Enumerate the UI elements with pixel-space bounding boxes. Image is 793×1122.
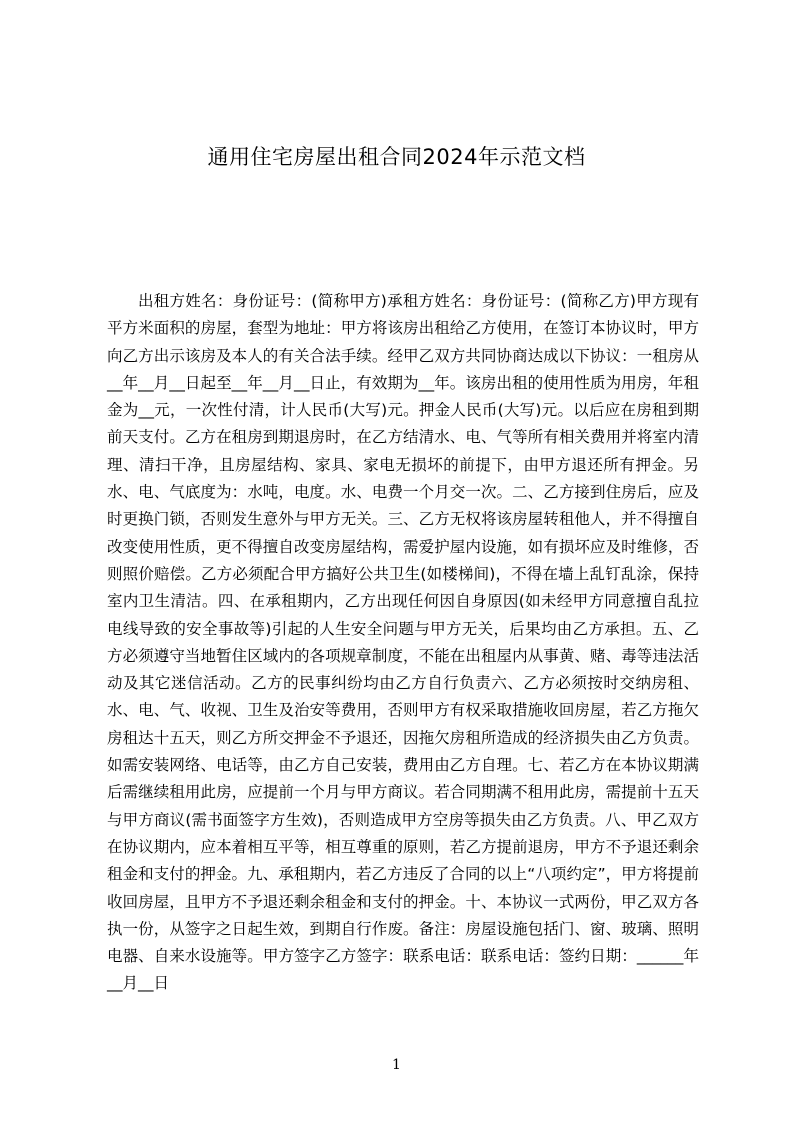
contract-body-paragraph: 出租方姓名：身份证号：(简称甲方)承租方姓名：身份证号：(简称乙方)甲方现有平方米面积的房屋，套型为地址：甲方将该房出租给乙方使用，在签订本协议时，甲方向乙方出示该房及本人的有关合法手续。经甲乙双方共同协商达成以下协议：一租房从__年__月__日起至__年__月__日止，有效期为__年。该房出租的使用性质为用房，年租金为__元，一次性付清，计人民币(大写)元。押金人民币(大写)元。以后应在房租到期前天支付。乙方在租房到期退房时，在乙方结清水、电、气等所有相关费用并将室内清理、清扫干净，且房屋结构、家具、家电无损坏的前提下，由甲方退还所有押金。另水、电、气底度为：水吨，电度。水、电费一个月交一次。二、乙方接到住房后，应及时更换门锁，否则发生意外与甲方无关。三、乙方无权将该房屋转租他人，并不得擅自改变使用性质，更不得擅自改变房屋结构，需爱护屋内设施，如有损坏应及时维修，否则照价赔偿。乙方必须配合甲方搞好公共卫生(如楼梯间)，不得在墙上乱钉乱涂，保持室内卫生清洁。四、在承租期内，乙方出现任何因自身原因(如未经甲方同意擅自乱拉电线导致的安全事故等)引起的人生安全问题与甲方无关，后果均由乙方承担。五、乙方必须遵守当地暂住区域内的各项规章制度，不能在出租屋内从事黄、赌、毒等违法活动及其它迷信活动。乙方的民事纠纷均由乙方自行负责六、乙方必须按时交纳房租、水、电、气、收视、卫生及治安等费用，否则甲方有权采取措施收回房屋，若乙方拖欠房租达十五天，则乙方所交押金不予退还，因拖欠房租所造成的经济损失由乙方负责。如需安装网络、电话等，由乙方自己安装，费用由乙方自理。七、若乙方在本协议期满后需继续租用此房，应提前一个月与甲方商议。若合同期满不租用此房，需提前十五天与甲方商议(需书面签字方生效)，否则造成甲方空房等损失由乙方负责。八、甲乙双方在协议期内，应本着相互平等，相互尊重的原则，若乙方提前退房，甲方不予退还剩余租金和支付的押金。九、承租期内，若乙方违反了合同的以上“八项约定”，甲方将提前收回房屋，且甲方不予退还剩余租金和支付的押金。十、本协议一式两份，甲乙双方各执一份，从签字之日起生效，到期自行作废。备注：房屋设施包括门、窗、玻璃、照明电器、自来水设施等。甲方签字乙方签字：联系电话：联系电话：签约日期：______年__月__日 <box>107 292 699 993</box>
page-number: 1 <box>392 1057 401 1073</box>
document-title: 通用住宅房屋出租合同2024年示范文档 <box>207 145 586 169</box>
